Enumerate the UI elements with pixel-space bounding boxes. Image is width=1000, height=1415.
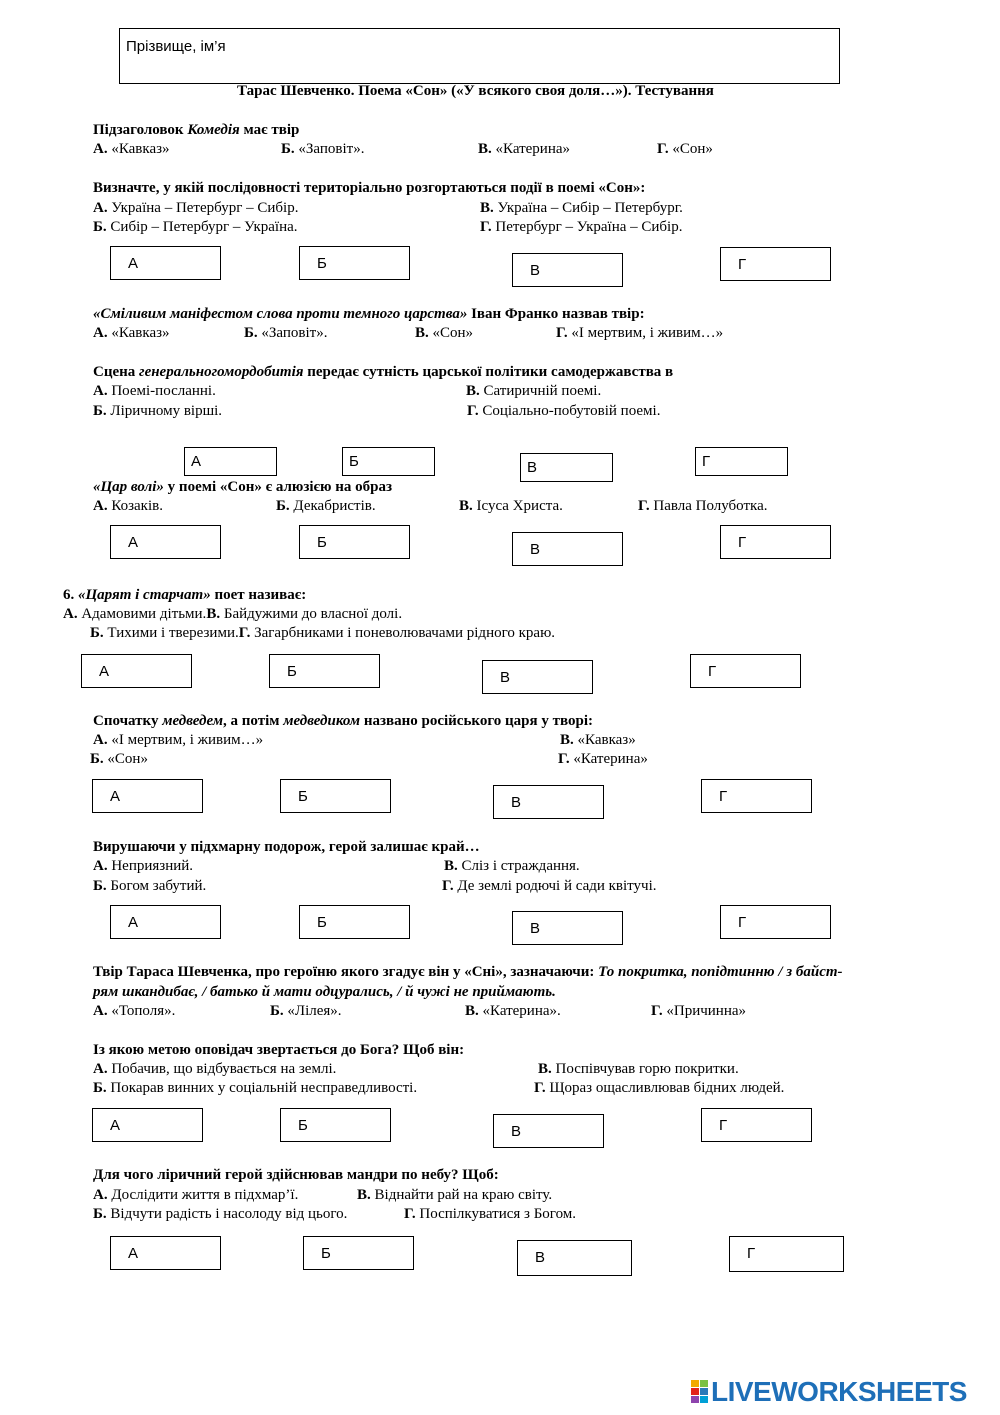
q2-answer-d[interactable]: Г — [720, 247, 831, 281]
q6-answer-d[interactable]: Г — [690, 654, 801, 688]
q9-option-a: А. «Тополя». — [93, 1003, 176, 1019]
q10-option-c: В. Поспівчував горю покритки. — [538, 1061, 739, 1077]
q9-option-c: В. «Катерина». — [465, 1003, 561, 1019]
question-11-prompt: Для чого ліричний герой здійснював мандри по небу? Щоб: — [93, 1167, 499, 1183]
q11-answer-a[interactable]: А — [110, 1236, 221, 1270]
question-1-prompt: Підзаголовок Комедія має твір — [93, 122, 300, 138]
q6-option-a-c: А. Адамовими дітьми.В. Байдужими до власної долі. — [63, 606, 403, 622]
question-2-prompt: Визначте, у якій послідовності територіально розгортаються події в поемі «Сон»: — [93, 180, 646, 196]
question-5-prompt: «Цар волі» у поемі «Сон» є алюзією на образ — [93, 479, 392, 495]
q11-answer-b[interactable]: Б — [303, 1236, 414, 1270]
q7-option-b: Б. «Сон» — [90, 751, 148, 767]
q3-option-b: Б. «Заповіт». — [244, 325, 328, 341]
question-9-prompt-line1: Твір Тараса Шевченка, про героїню якого згадує він у «Сні», зазначаючи: То покритка, попідтинню / з байст- — [93, 964, 843, 980]
q8-answer-b[interactable]: Б — [299, 905, 410, 939]
q10-answer-d[interactable]: Г — [701, 1108, 812, 1142]
q5-option-a: А. Козаків. — [93, 498, 163, 514]
q8-option-b: Б. Богом забутий. — [93, 878, 207, 894]
q8-answer-d[interactable]: Г — [720, 905, 831, 939]
q5-option-b: Б. Декабристів. — [276, 498, 376, 514]
q7-option-c: В. «Кавказ» — [560, 732, 636, 748]
q5-answer-d[interactable]: Г — [720, 525, 831, 559]
q8-answer-a[interactable]: А — [110, 905, 221, 939]
q2-option-b: Б. Сибір – Петербург – Україна. — [93, 219, 298, 235]
q1-option-b: Б. «Заповіт». — [281, 141, 365, 157]
q3-option-c: В. «Сон» — [415, 325, 474, 341]
q1-option-d: Г. «Сон» — [657, 141, 713, 157]
q4-option-b: Б. Ліричному вірші. — [93, 403, 223, 419]
q7-answer-d[interactable]: Г — [701, 779, 812, 813]
q9-option-b: Б. «Лілея». — [270, 1003, 342, 1019]
q8-answer-c[interactable]: В — [512, 911, 623, 945]
name-label: Прізвище, ім’я — [126, 38, 226, 55]
q10-option-d: Г. Щораз ощасливлював бідних людей. — [534, 1080, 785, 1096]
q10-answer-c[interactable]: В — [493, 1114, 604, 1148]
name-field[interactable] — [119, 28, 840, 84]
question-4-prompt: Сцена генеральногомордобитія передає сутність царської політики самодержавства в — [93, 364, 674, 380]
q11-option-c: В. Віднайти рай на краю світу. — [357, 1187, 553, 1203]
q5-option-c: В. Ісуса Христа. — [459, 498, 563, 514]
question-10-prompt: Із якою метою оповідач звертається до Бога? Щоб він: — [93, 1042, 465, 1058]
q2-answer-a[interactable]: А — [110, 246, 221, 280]
q6-answer-a[interactable]: А — [81, 654, 192, 688]
q11-option-b: Б. Відчути радість і насолоду від цього. — [93, 1206, 348, 1222]
q11-answer-c[interactable]: В — [517, 1240, 632, 1276]
q2-answer-b[interactable]: Б — [299, 246, 410, 280]
q10-option-a: А. Побачив, що відбувається на землі. — [93, 1061, 337, 1077]
question-8-prompt: Вирушаючи у підхмарну подорож, герой залишає край… — [93, 839, 480, 855]
q5-answer-c[interactable]: В — [512, 532, 623, 566]
q10-option-b: Б. Покарав винних у соціальній несправедливості. — [93, 1080, 418, 1096]
q11-option-d: Г. Поспілкуватися з Богом. — [404, 1206, 577, 1222]
q5-answer-a[interactable]: А — [110, 525, 221, 559]
q1-option-a: А. «Кавказ» — [93, 141, 170, 157]
q3-option-a: А. «Кавказ» — [93, 325, 170, 341]
q4-option-a: А. Поемі-посланні. — [93, 383, 216, 399]
q7-answer-b[interactable]: Б — [280, 779, 391, 813]
q4-option-d: Г. Соціально-побутовій поемі. — [467, 403, 661, 419]
q8-option-a: А. Неприязний. — [93, 858, 194, 874]
q8-option-d: Г. Де землі родючі й сади квітучі. — [442, 878, 657, 894]
q6-answer-c[interactable]: В — [482, 660, 593, 694]
q4-answer-d[interactable]: Г — [695, 447, 788, 476]
q11-answer-d[interactable]: Г — [729, 1236, 844, 1272]
q2-option-d: Г. Петербург – Україна – Сибір. — [480, 219, 683, 235]
q7-answer-c[interactable]: В — [493, 785, 604, 819]
q4-answer-a[interactable]: А — [184, 447, 277, 476]
question-9-prompt-line2: рям шкандибає, / батько й мати одцурались, / й чужі не приймають. — [93, 984, 556, 1000]
q2-answer-c[interactable]: В — [512, 253, 623, 287]
q3-option-d: Г. «І мертвим, і живим…» — [556, 325, 724, 341]
q2-option-a: А. Україна – Петербург – Сибір. — [93, 200, 299, 216]
question-6-prompt: 6. «Царят і старчат» поет називає: — [63, 587, 307, 603]
q4-answer-c[interactable]: В — [520, 453, 613, 482]
q5-option-d: Г. Павла Полуботка. — [638, 498, 768, 514]
q2-option-c: В. Україна – Сибір – Петербург. — [480, 200, 683, 216]
question-7-prompt: Спочатку медведем, а потім медведиком названо російського царя у творі: — [93, 713, 593, 729]
brand-name: LIVEWORKSHEETS — [711, 1376, 967, 1407]
q5-answer-b[interactable]: Б — [299, 525, 410, 559]
logo-grid-icon — [691, 1380, 709, 1404]
q7-answer-a[interactable]: А — [92, 779, 203, 813]
q6-option-b-d: Б. Тихими і тверезими.Г. Загарбниками і поневолювачами рідного краю. — [90, 625, 556, 641]
q4-answer-b[interactable]: Б — [342, 447, 435, 476]
q7-option-a: А. «І мертвим, і живим…» — [93, 732, 264, 748]
q1-option-c: В. «Катерина» — [478, 141, 571, 157]
q6-answer-b[interactable]: Б — [269, 654, 380, 688]
q8-option-c: В. Сліз і страждання. — [444, 858, 580, 874]
q7-option-d: Г. «Катерина» — [558, 751, 648, 767]
q4-option-c: В. Сатиричній поемі. — [466, 383, 602, 399]
q10-answer-a[interactable]: А — [92, 1108, 203, 1142]
question-3-prompt: «Сміливим маніфестом слова проти темного царства» Іван Франко назвав твір: — [93, 306, 645, 322]
q9-option-d: Г. «Причинна» — [651, 1003, 747, 1019]
q11-option-a: А. Дослідити життя в підхмар’ї. — [93, 1187, 299, 1203]
q10-answer-b[interactable]: Б — [280, 1108, 391, 1142]
page-title: Тарас Шевченко. Поема «Сон» («У всякого своя доля…»). Тестування — [237, 83, 714, 99]
